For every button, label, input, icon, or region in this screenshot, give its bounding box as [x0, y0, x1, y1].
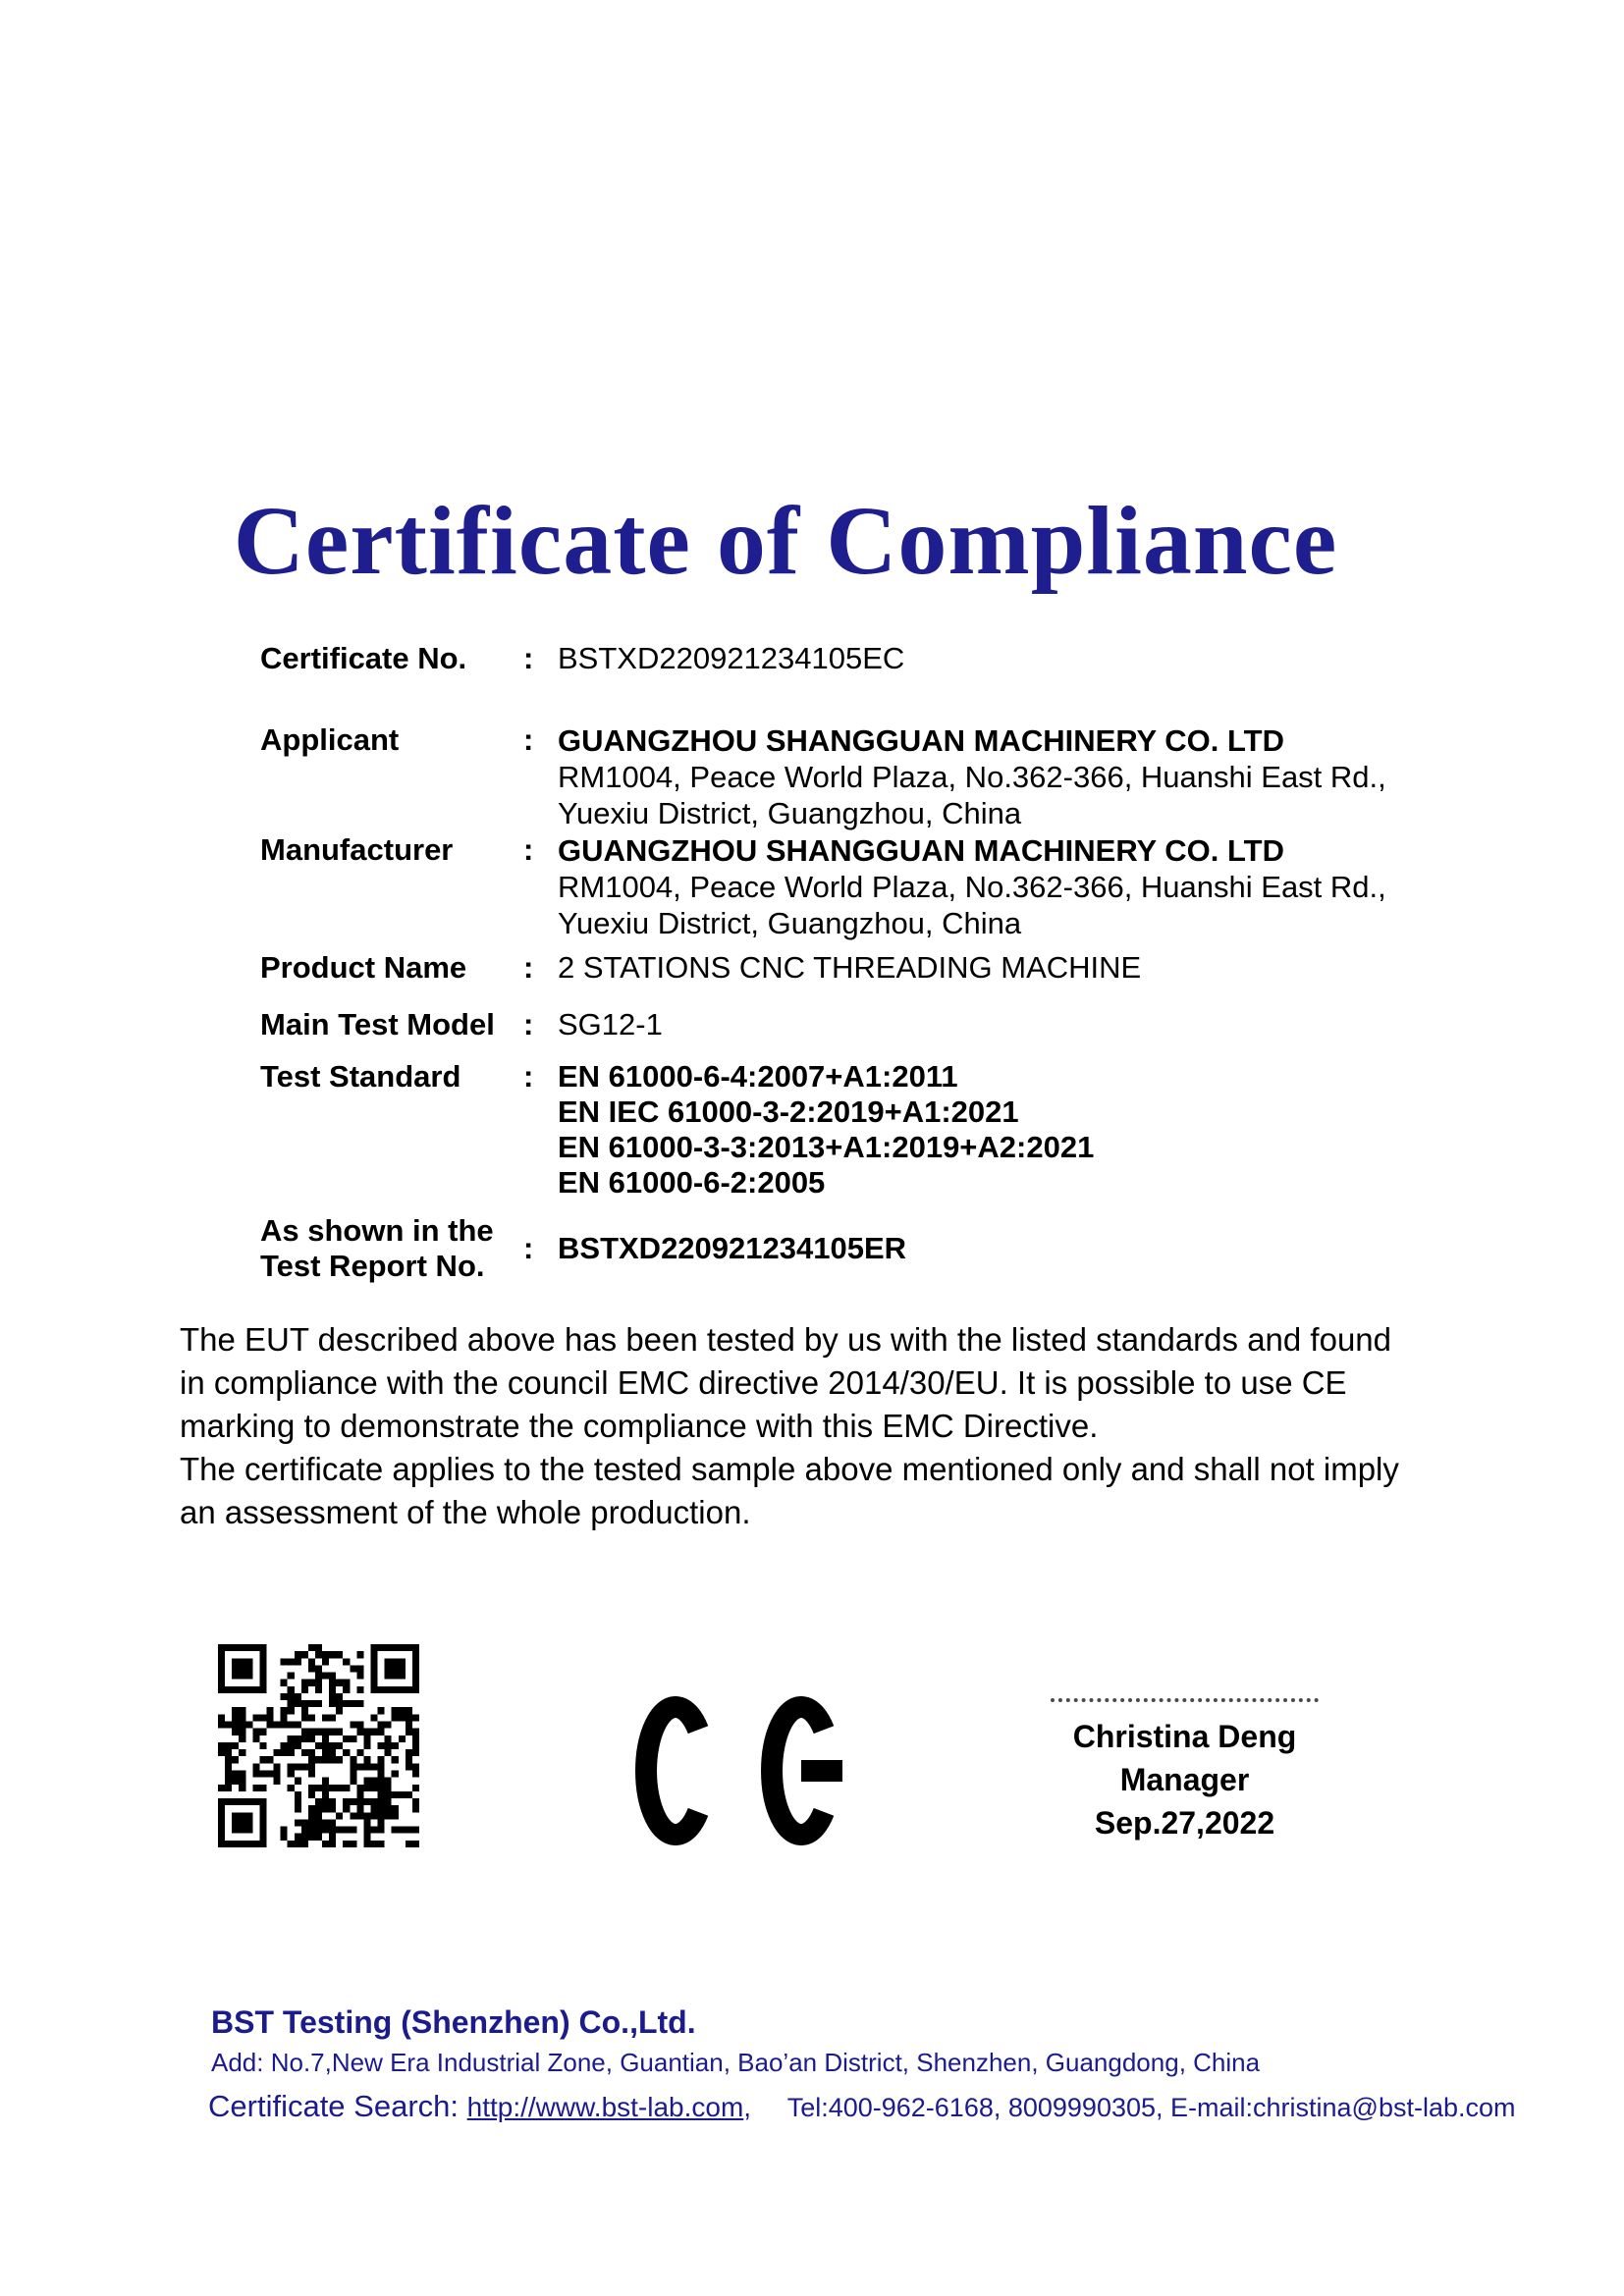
row-manufacturer [260, 832, 1438, 941]
certificate-search-url[interactable]: http://www.bst-lab.com [466, 2092, 744, 2122]
row-applicant [260, 722, 1438, 831]
statement-line: marking to demonstrate the compliance with this EMC Directive. [180, 1408, 1099, 1444]
signature-date: Sep.27,2022 [1094, 1805, 1275, 1841]
signatory-title: Manager [1119, 1762, 1250, 1797]
manufacturer-address-line1: RM1004, Peace World Plaza, No.362-366, Huanshi East Rd., [558, 870, 1386, 904]
field-colon: : [523, 832, 534, 867]
manufacturer-name: GUANGZHOU SHANGGUAN MACHINERY CO. LTD [558, 833, 1284, 868]
row-certificate-no [260, 641, 1438, 676]
row-test-report-label [260, 1213, 494, 1284]
signatory-name: Christina Deng [1072, 1719, 1297, 1754]
test-standard-line: EN 61000-3-3:2013+A1:2019+A2:2021 [558, 1130, 1095, 1164]
row-test-report-value [523, 1231, 906, 1266]
field-value: BSTXD220921234105EC [558, 641, 905, 675]
test-standard-line: EN 61000-6-4:2007+A1:2011 [558, 1059, 958, 1094]
field-label-line2: Test Report No. [260, 1249, 485, 1283]
field-colon: : [523, 1007, 534, 1041]
test-standard-line: EN 61000-6-2:2005 [558, 1165, 826, 1200]
field-value: BSTXD220921234105ER [558, 1231, 907, 1265]
row-test-standard [260, 1059, 1438, 1201]
manufacturer-address-line2: Yuexiu District, Guangzhou, China [558, 906, 1022, 940]
footer-company-name: BST Testing (Shenzhen) Co.,Ltd. [211, 2004, 696, 2040]
ce-mark-icon [635, 1696, 844, 1845]
field-label-line1: As shown in the [260, 1213, 494, 1248]
field-label: Product Name [260, 950, 467, 985]
footer-contact-info: Tel:400-962-6168, 8009990305, E-mail:christina@bst-lab.com [786, 2093, 1516, 2122]
statement-line: The EUT described above has been tested by us with the listed standards and found [180, 1321, 1392, 1358]
signature-dotted-line [1051, 1698, 1319, 1702]
qr-code [218, 1644, 419, 1847]
applicant-address-line2: Yuexiu District, Guangzhou, China [558, 796, 1022, 830]
qr-code-canvas [218, 1644, 419, 1847]
field-colon: : [523, 950, 534, 985]
field-label: Manufacturer [260, 832, 454, 867]
field-value: SG12-1 [558, 1007, 663, 1041]
field-label: Certificate No. [260, 641, 467, 675]
test-standard-line: EN IEC 61000-3-2:2019+A1:2021 [558, 1095, 1019, 1129]
footer-company-address: Add: No.7,New Era Industrial Zone, Guantian, Bao’an District, Shenzhen, Guangdong, China [211, 2048, 1261, 2077]
field-label: Test Standard [260, 1059, 461, 1094]
footer-certificate-search [208, 2087, 1516, 2127]
row-main-test-model [260, 1007, 1438, 1042]
field-colon: : [523, 1231, 534, 1265]
compliance-statement [180, 1318, 1486, 1534]
applicant-address-line1: RM1004, Peace World Plaza, No.362-366, Huanshi East Rd., [558, 760, 1386, 794]
certificate-search-label: Certificate Search: [208, 2089, 459, 2123]
statement-line: an assessment of the whole production. [180, 1494, 751, 1530]
applicant-name: GUANGZHOU SHANGGUAN MACHINERY CO. LTD [558, 723, 1284, 758]
field-colon: : [523, 641, 534, 675]
signature-block [1051, 1698, 1319, 1844]
field-colon: : [523, 1059, 534, 1094]
ce-mark-svg [635, 1696, 844, 1845]
field-colon: : [523, 722, 534, 757]
field-value: 2 STATIONS CNC THREADING MACHINE [558, 950, 1142, 985]
certificate-title: Certificate of Compliance [233, 486, 1338, 595]
statement-line: in compliance with the council EMC directive 2014/30/EU. It is possible to use CE [180, 1364, 1347, 1401]
statement-line: The certificate applies to the tested sample above mentioned only and shall not imply [180, 1451, 1399, 1487]
row-product-name [260, 950, 1438, 986]
field-label: Applicant [260, 722, 400, 757]
field-label: Main Test Model [260, 1007, 495, 1041]
url-comma: , [743, 2092, 752, 2122]
